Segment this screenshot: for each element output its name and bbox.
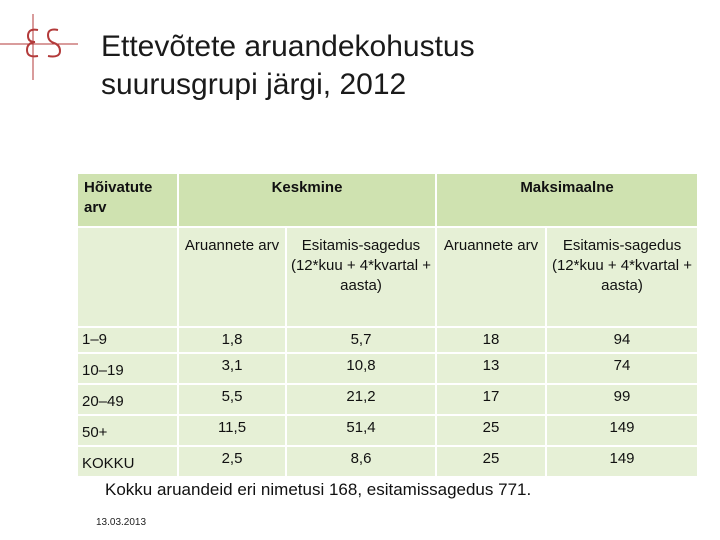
row-label: 1–9 [78, 327, 178, 353]
table-row [78, 384, 698, 415]
cell-max-reports: 17 [436, 384, 546, 415]
row-label: 50+ [78, 415, 178, 446]
row-label: KOKKU [78, 446, 178, 477]
cell-max-reports: 18 [436, 327, 546, 353]
subheader-avg-reports: Aruannete arv [178, 227, 286, 327]
cell-avg-reports: 3,1 [178, 353, 286, 384]
table-row [78, 415, 698, 446]
table-subheader-row [78, 227, 698, 327]
header-average: Keskmine [178, 174, 436, 227]
reporting-table [78, 174, 699, 478]
title-line-1: Ettevõtete aruandekohustus [101, 30, 475, 63]
cell-avg-reports: 11,5 [178, 415, 286, 446]
header-employees: Hõivatute arv [78, 174, 178, 227]
cell-max-frequency: 94 [546, 327, 698, 353]
summary-note: Kokku aruandeid eri nimetusi 168, esitamissagedus 771. [105, 480, 532, 499]
cell-max-frequency: 74 [546, 353, 698, 384]
table-row [78, 327, 698, 353]
cell-max-reports: 25 [436, 446, 546, 477]
subheader-empty [78, 227, 178, 327]
cell-avg-reports: 2,5 [178, 446, 286, 477]
header-maximum: Maksimaalne [436, 174, 698, 227]
subheader-max-reports: Aruannete arv [436, 227, 546, 327]
table-row [78, 353, 698, 384]
es-logo [0, 0, 80, 80]
cell-avg-frequency: 51,4 [286, 415, 436, 446]
cell-max-reports: 25 [436, 415, 546, 446]
row-label: 20–49 [78, 384, 178, 415]
table-header-row [78, 174, 698, 227]
subheader-avg-frequency: Esitamis-sagedus (12*kuu + 4*kvartal + aasta) [286, 227, 436, 327]
row-label: 10–19 [78, 353, 178, 384]
cell-avg-reports: 5,5 [178, 384, 286, 415]
cell-avg-frequency: 8,6 [286, 446, 436, 477]
cell-max-frequency: 149 [546, 415, 698, 446]
logo-letter-s [48, 30, 60, 57]
cell-avg-frequency: 5,7 [286, 327, 436, 353]
cell-avg-frequency: 10,8 [286, 353, 436, 384]
cell-avg-reports: 1,8 [178, 327, 286, 353]
cell-max-reports: 13 [436, 353, 546, 384]
cell-avg-frequency: 21,2 [286, 384, 436, 415]
cell-max-frequency: 149 [546, 446, 698, 477]
subheader-max-frequency: Esitamis-sagedus (12*kuu + 4*kvartal + aasta) [546, 227, 698, 327]
table-row-total [78, 446, 698, 477]
cell-max-frequency: 99 [546, 384, 698, 415]
slide-title [101, 28, 661, 104]
title-line-2: suurusgrupi järgi, 2012 [101, 68, 407, 101]
slide-date: 13.03.2013 [96, 517, 147, 528]
